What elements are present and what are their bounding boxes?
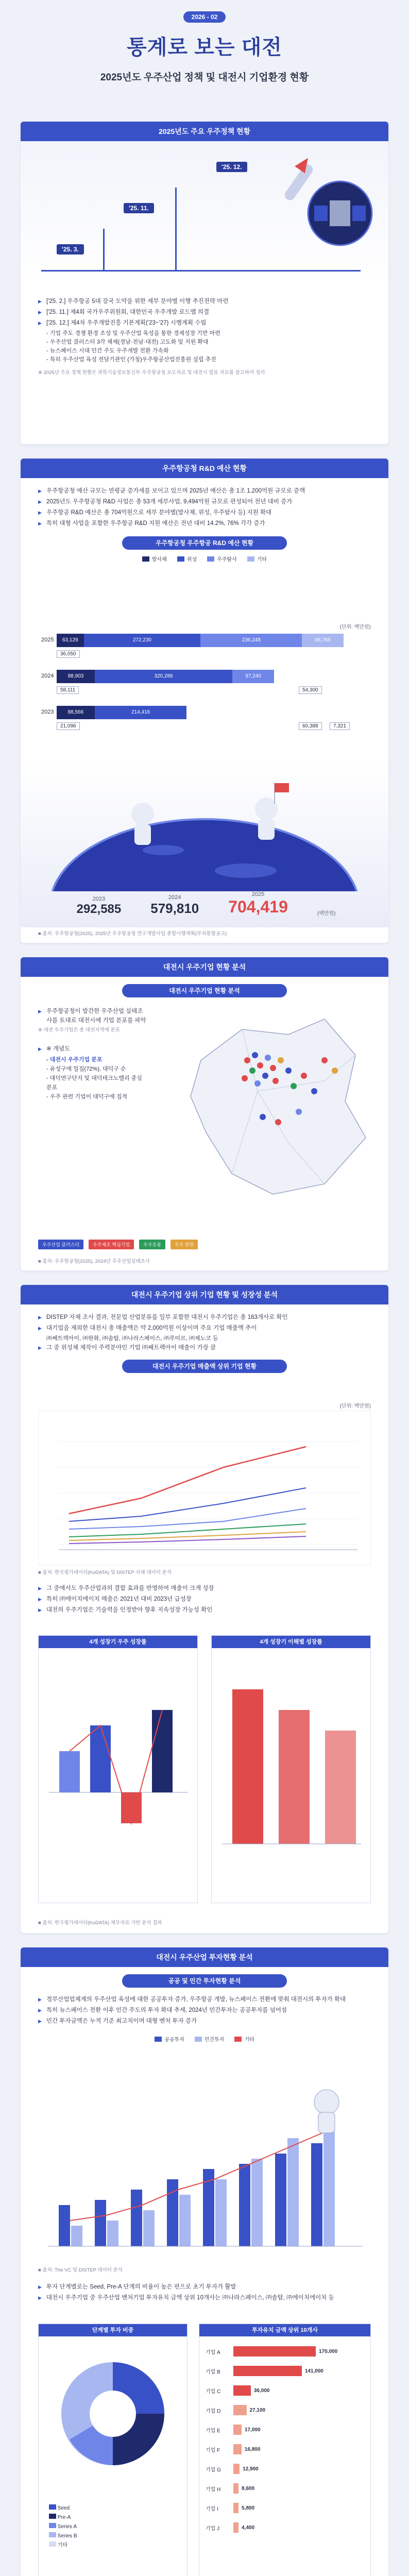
growth-bar-chart-2 — [212, 1648, 370, 1901]
bar-row — [57, 706, 186, 719]
invest-bar-chart — [38, 2076, 371, 2262]
top-bullet: ▶ 대전의 우주기업은 기술력을 인정받아 향후 지속성장 가능성 확인 — [38, 1605, 371, 1615]
pie-title: 단계별 투자 비중 — [39, 2324, 187, 2336]
bar-callout: 60,388 — [299, 722, 322, 730]
rank-bar — [233, 2346, 316, 2357]
section-company-map — [21, 957, 388, 1270]
rank-row: 기업 I 5,800 — [206, 2500, 364, 2516]
map-footnote: ■ 출처: 우주항공청(2025), 2024년 우주산업실태조사 — [38, 1259, 150, 1264]
map-legend — [38, 1240, 198, 1249]
policy-bullet: ▶ ['25. 12.] 제4차 우주개발진흥 기본계획('23~'27) 시행계획 수립 — [38, 318, 371, 328]
top-bullet: ▶ 그 중 위성체 제작이 주력분야인 기업 ㈜쎄트렉아이 매출이 가장 큼 — [38, 1343, 371, 1352]
timeline-date-3: '25. 3. — [57, 244, 84, 255]
invest-bullets-2 — [21, 2282, 388, 2304]
invest-pill: 공공 및 민간 투자현황 분석 — [122, 1974, 287, 1988]
top-footnote: ■ 출처: 한국평가데이터(KoDATA) 및 DISTEP 자체 데이터 분석 — [38, 1570, 172, 1575]
bar-row — [57, 634, 344, 647]
rank-row: 기업 J 4,400 — [206, 2520, 364, 2535]
issue-badge: 2026 - 02 — [183, 11, 226, 23]
timeline-step — [175, 188, 177, 270]
total-unit: (백만원) — [317, 911, 336, 917]
rnd-legend — [21, 555, 388, 563]
bar-callout: 54,300 — [299, 686, 322, 694]
map-bullets — [21, 1007, 165, 1101]
bar-category-label: 2025 — [41, 637, 54, 643]
rank-bar — [233, 2405, 247, 2415]
page-subtitle: 2025년도 우주산업 정책 및 대전시 기업환경 현황 — [100, 72, 309, 83]
bar-callout: 36,050 — [57, 650, 80, 658]
top-bullet: ▶ 특히 ㈜에이치에이치 매출은 2021년 대비 2023년 급성장 — [38, 1595, 371, 1604]
map-subbullet: - 대덕연구단지 및 대덕테크노밸리 중심 분포 — [46, 1075, 142, 1091]
timeline-step — [103, 229, 105, 270]
legend-item: 발사체 — [142, 555, 167, 563]
invest-bullet: ▶ 민간 투자금액은 누적 기준 최고치이며 대형 벤처 투자 증가 — [38, 2016, 371, 2026]
section-invest-title: 대전시 우주산업 투자현황 분석 — [21, 1947, 388, 1967]
map-subbullet: - 유성구에 밀집(72%), 대덕구 순 — [46, 1066, 126, 1072]
rank-row: 기업 D 27,100 — [206, 2402, 364, 2418]
rnd-footnote: ■ 출처: 우주항공청(2025), 2025년 우주항공청 연구개발사업 종합시행계획(부처통합공고) — [38, 931, 227, 937]
pie-legend: Seed Pre-A Series A Series B 기타 — [39, 2504, 187, 2550]
bar-segment: 97,240 — [232, 670, 274, 683]
rank-bar — [233, 2464, 240, 2474]
bar-segment: 272,230 — [84, 634, 201, 647]
rnd-bullet: ▶ 우주항공 R&D 예산은 총 704억원으로 세부 분야별(발사체, 위성, 우주탐사 등) 지원 확대 — [38, 508, 371, 517]
page-title: 통계로 보는 대전 — [127, 36, 282, 59]
rank-row: 기업 C 36,000 — [206, 2383, 364, 2398]
section-rnd-budget — [21, 459, 388, 943]
growth-bar-chart-1 — [39, 1648, 197, 1901]
map-subbullet: - 대전시 우주기업 분포 — [46, 1057, 103, 1063]
legend-item: 위성 — [177, 555, 197, 563]
rnd-bullet: ▶ 특히 대형 사업을 포함한 우주항공 R&D 지원 예산은 전년 대비 14.2%, 76% 각각 증가 — [38, 519, 371, 528]
bar-segment: 320,286 — [95, 670, 232, 683]
map-legend-item: 우주 관련 — [171, 1240, 198, 1249]
rnd-chart-title: 우주항공청 우주항공 R&D 예산 현황 — [122, 536, 287, 550]
top-bullet: ▶ 대기업을 제외한 대전시 총 매출액은 약 2,000억원 이상이며 주요 기업 매출액 추이 — [38, 1324, 371, 1333]
rank-bar — [233, 2444, 242, 2454]
stage-pie-chart — [39, 2336, 187, 2501]
invest-bullet: ▶ 정부산업업체계의 우주산업 육성에 대한 공공투자 증가, 우주항공 개발, 뉴스페이스 전환에 맞춰 대전시의 투자가 확대 — [38, 1995, 371, 2004]
rank-bar — [233, 2385, 251, 2396]
policy-subbullet: - 뉴스페이스 시대 민간 주도 우주개발 전환 가속화 — [46, 348, 169, 354]
total-item: 2025 704,419 — [228, 891, 288, 916]
policy-subbullet: - 특히 우주산업 육성 전담기관인 (가칭)우주항공산업진흥원 설립 추진 — [46, 357, 216, 363]
section-policy — [21, 122, 388, 444]
bar-category-label: 2024 — [41, 673, 54, 679]
policy-subbullet: - 기업 주도 경쟁 환경 조성 및 우주산업 육성을 통한 경제성장 기반 마련 — [46, 330, 220, 336]
rocket-satellite-illustration — [263, 151, 376, 265]
top-chart-unit: (단위: 백만원) — [339, 1403, 371, 1409]
rank-row: 기업 H 8,600 — [206, 2481, 364, 2496]
timeline-date-2: '25. 11. — [124, 203, 154, 213]
bar-segment: 236,248 — [200, 634, 302, 647]
bar-segment: 88,566 — [57, 706, 95, 719]
total-item: 2023 292,585 — [76, 896, 122, 916]
rank-row: 기업 F 16,800 — [206, 2442, 364, 2457]
map-legend-item: 우주응용 — [139, 1240, 165, 1249]
bar-segment: 88,903 — [57, 670, 95, 683]
policy-subbullet: - 우주산업 클러스터 3각 체제(경남·전남·대전) 고도화 및 지원 확대 — [46, 339, 209, 345]
invest-bullets — [21, 1995, 388, 2026]
invest-footnote: ■ 출처: The VC 및 DISTEP 데이터 분석 — [38, 2267, 123, 2273]
timeline-base — [41, 270, 361, 272]
top-subbullet: ㈜쎄트렉아이, ㈜한화, ㈜솔탑, ㈜나라스페이스, ㈜루미르, ㈜제노코 등 — [46, 1335, 218, 1342]
timeline-date-1: '25. 12. — [216, 162, 247, 172]
top-bullet: ▶ 그 중에서도 우주산업과의 결합 효과를 반영하여 매출이 크게 성장 — [38, 1584, 371, 1593]
growth-panel-1 — [38, 1635, 198, 1903]
timeline-area — [21, 141, 388, 285]
total-item: 2024 579,810 — [150, 894, 199, 916]
map-subbullet: - 우주 관련 기업이 대덕구에 집적 — [46, 1094, 128, 1100]
growth-panel-2 — [211, 1635, 371, 1903]
daejeon-map — [170, 998, 376, 1215]
invest-bullet: ▶ 투자 단계별로는 Seed, Pre-A 단계의 비율이 높은 편으로 초기 투자가 활발 — [38, 2282, 371, 2292]
rank-row: 기업 B 141,000 — [206, 2363, 364, 2379]
bar-row — [57, 670, 274, 683]
section-top-companies — [21, 1285, 388, 1933]
header — [0, 0, 409, 108]
rank-bar — [233, 2425, 242, 2435]
invest-legend: 공공투자 민간투자 기타 — [21, 2035, 388, 2043]
rank-bar — [233, 2483, 238, 2494]
rank-row: 기업 A 170,000 — [206, 2344, 364, 2359]
rank-bar — [233, 2503, 238, 2513]
legend-item: 기타 — [247, 555, 267, 563]
rank-row: 기업 E 17,000 — [206, 2422, 364, 2437]
rank-bar — [233, 2522, 238, 2533]
growth-panel-1-title: 4개 성장기 우주 성장률 — [39, 1636, 197, 1648]
policy-bullet: ▶ ['25. 11.] 제4회 국가우주위원회, 대한민국 우주개발 로드맵 의결 — [38, 308, 371, 317]
rank-row: 기업 G 12,900 — [206, 2461, 364, 2477]
planet-illustration — [50, 773, 359, 891]
rnd-bullets — [21, 486, 388, 528]
rnd-unit: (단위: 백만원) — [339, 624, 371, 630]
section-top-title: 대전시 우주기업 상위 기업 현황 및 성장성 분석 — [21, 1285, 388, 1304]
bar-segment: 214,416 — [95, 706, 187, 719]
section-investment — [21, 1947, 388, 2576]
invest-bullet: ▶ 특히 뉴스페이스 전환 이후 민간 주도의 투자 확대 추세, 2024년 민간투자는 공공투자를 넘어섬 — [38, 2006, 371, 2015]
map-legend-item: 우주산업 클러스터 — [38, 1240, 83, 1249]
growth-panel-2-title: 4개 성장기 이해별 성장률 — [212, 1636, 370, 1648]
policy-bullets — [21, 297, 388, 377]
policy-bullet: ▶ ['25. 2.] 우주항공 5대 강국 도약을 위한 세부 분야별 이행 추진전략 마련 — [38, 297, 371, 306]
rnd-bullet: ▶ 2025년도 우주항공청 R&D 사업은 총 53개 세부사업, 9,494억원 규모로 편성되어 전년 대비 증가 — [38, 497, 371, 506]
growth-footnote: ■ 출처: 한국평가데이터(KoDATA) 재무자료 기반 분석 결과 — [38, 1920, 162, 1926]
rank-title: 투자유치 금액 상위 10개사 — [199, 2324, 370, 2336]
invest-bullet: ▶ 대전시 우주기업 중 우주산업 벤처기업 투자유치 금액 상위 10개사는 ㈜나라스페이스, ㈜솔탑, ㈜에이치에이치 등 — [38, 2293, 371, 2302]
top-line-chart — [38, 1411, 371, 1565]
top-chart-title: 대전시 우주기업 매출액 상위 기업 현황 — [122, 1360, 287, 1373]
top-bullets-2 — [21, 1584, 388, 1616]
bar-callout: 7,321 — [330, 722, 350, 730]
map-bullet: ▶ 우주항공청이 발간한 우주산업 실태조사를 토대로 대전시에 기업 분포를 파악 — [38, 1007, 147, 1025]
map-pill: 대전시 우주기업 현황 분석 — [122, 984, 287, 997]
bar-callout: 58,111 — [57, 686, 79, 694]
pie-panel — [38, 2324, 188, 2576]
rnd-bar-chart — [21, 634, 388, 747]
rnd-bullet: ▶ 우주항공청 예산 규모는 연평균 증가세를 보이고 있으며 2025년 예산은 총 1조 1,200억원 규모로 증액 — [38, 486, 371, 496]
map-note: ※ 대전 우주기업은 총 대전지역에 분포 — [38, 1027, 120, 1033]
section-rnd-title: 우주항공청 R&D 예산 현황 — [21, 459, 388, 478]
section-map-title: 대전시 우주기업 현황 분석 — [21, 957, 388, 977]
legend-item: 우주탐사 — [207, 555, 237, 563]
map-legend-item: 우주제조 핵심기업 — [89, 1240, 134, 1249]
rank-bar — [233, 2366, 302, 2376]
rnd-totals — [62, 891, 350, 917]
top-bullets — [21, 1313, 388, 1352]
bar-segment: 96,765 — [302, 634, 344, 647]
rank-list — [199, 2336, 370, 2547]
bar-segment: 63,129 — [57, 634, 84, 647]
bar-callout: 21,096 — [57, 722, 80, 730]
section-policy-title: 2025년도 주요 우주정책 현황 — [21, 122, 388, 141]
rnd-totals-illustration — [21, 762, 388, 927]
policy-footnote: ※ 2025년 주요 정책 현황은 과학기술정보통신부·우주항공청 보도자료 및 대전시 발표 자료를 참고하여 정리 — [38, 370, 265, 376]
rank-panel — [199, 2324, 371, 2576]
bar-category-label: 2023 — [41, 709, 54, 715]
top-bullet: ▶ DISTEP 자체 조사 결과, 전문업 산업분류를 일부 포함한 대전시 우주기업은 총 163개사로 확인 — [38, 1313, 371, 1322]
map-bullet: ▶ ※ 개념도 — [38, 1044, 147, 1054]
